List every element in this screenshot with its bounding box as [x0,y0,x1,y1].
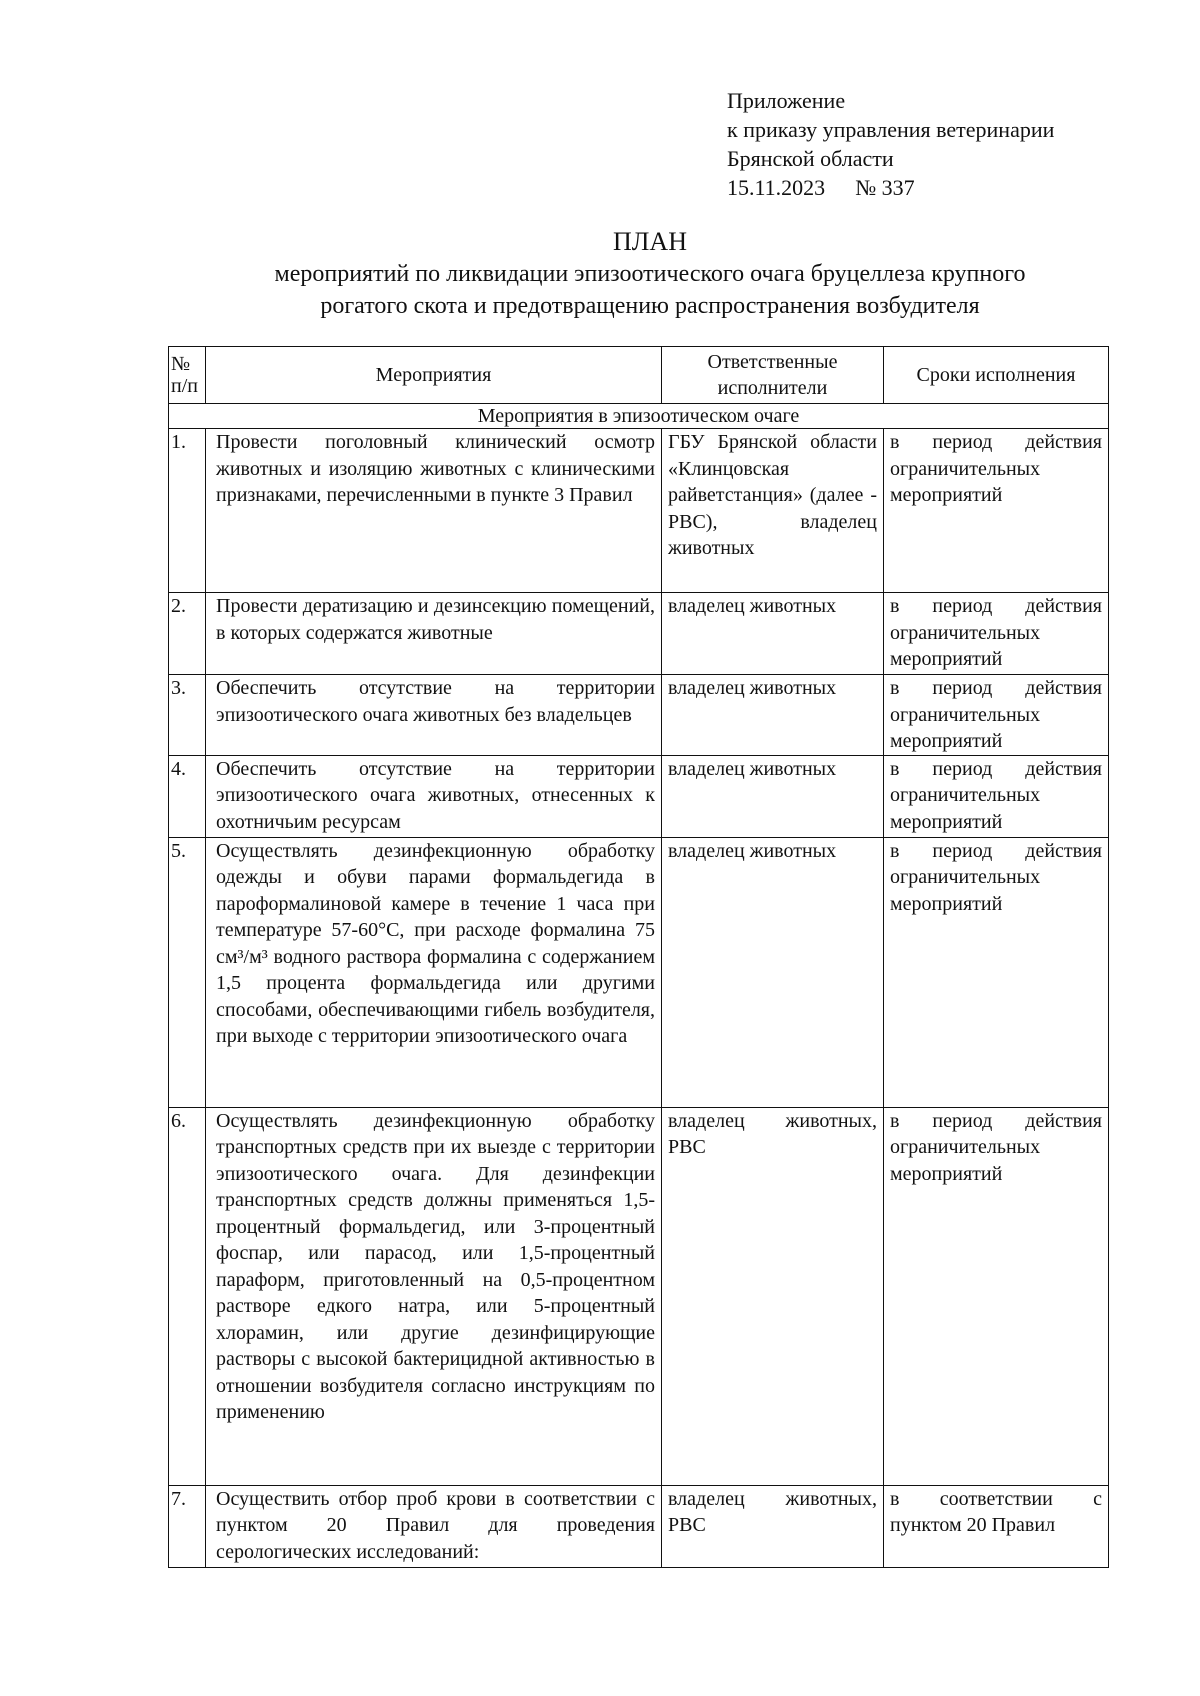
row-terms: в период действия ограничительных мероприятий [884,837,1109,1107]
subtitle-line-1: мероприятий по ликвидации эпизоотического очага бруцеллеза крупного [274,261,1026,287]
row-num: 6. [169,1107,206,1485]
section-title: Мероприятия в эпизоотическом очаге [169,404,1109,429]
table-row [169,755,1109,837]
row-executors: владелец животных [662,593,884,675]
header-terms: Сроки исполнения [884,347,1109,404]
row-num: 3. [169,675,206,756]
row-executors: ГБУ Брянской области «Клинцовская райветстанция» (далее - РВС), владелец животных [662,429,884,593]
order-number: № 337 [855,175,915,200]
table-row [169,675,1109,756]
header-action: Мероприятия [206,347,662,404]
appendix-date-number [727,173,1054,202]
row-action: Провести поголовный клинический осмотр животных и изоляцию животных с клиническими признаками, перечисленными в пункте 3 Правил [206,429,662,593]
row-action: Провести дератизацию и дезинсекцию помещений, в которых содержатся животные [206,593,662,675]
table-row [169,429,1109,593]
row-action: Обеспечить отсутствие на территории эпизоотического очага животных, отнесенных к охотничьим ресурсам [206,755,662,837]
appendix-block [727,86,1054,202]
appendix-label: Приложение [727,88,846,113]
row-action: Обеспечить отсутствие на территории эпизоотического очага животных без владельцев [206,675,662,756]
table-row [169,1485,1109,1567]
table-row [169,837,1109,1107]
row-executors: владелец животных [662,675,884,756]
row-num: 2. [169,593,206,675]
document-subtitle [120,258,1180,322]
row-num: 7. [169,1485,206,1567]
row-terms: в период действия ограничительных мероприятий [884,1107,1109,1485]
row-action: Осуществлять дезинфекционную обработку транспортных средств при их выезде с территории эпизоотического очага. Для дезинфекции транспортных средств должны применяться 1,5-процентный формальдегид, или 3-процентный фоспар, или парасод, или 1,5-процентный параформ, приготовленный на 0,5-процентном растворе едкого натра, или 5-процентный хлорамин, или другие дезинфицирующие растворы с высокой бактерицидной активностью в отношении возбудителя согласно инструкциям по применению [206,1107,662,1485]
row-executors: владелец животных, РВС [662,1485,884,1567]
table-row [169,593,1109,675]
header-num: № п/п [169,347,206,404]
row-executors: владелец животных, РВС [662,1107,884,1485]
row-terms: в соответствии с пунктом 20 Правил [884,1485,1109,1567]
section-row [169,404,1109,429]
appendix-order-ref: к приказу управления ветеринарии [727,117,1055,142]
table-row [169,1107,1109,1485]
row-terms: в период действия ограничительных мероприятий [884,593,1109,675]
row-terms: в период действия ограничительных мероприятий [884,675,1109,756]
plan-table [168,346,1109,1568]
row-num: 1. [169,429,206,593]
subtitle-line-2: рогатого скота и предотвращению распространения возбудителя [320,293,980,319]
row-terms: в период действия ограничительных мероприятий [884,429,1109,593]
header-executors: Ответственные исполнители [662,347,884,404]
table-header-row [169,347,1109,404]
appendix-region: Брянской области [727,146,894,171]
row-terms: в период действия ограничительных мероприятий [884,755,1109,837]
row-executors: владелец животных [662,755,884,837]
row-executors: владелец животных [662,837,884,1107]
row-num: 5. [169,837,206,1107]
order-date: 15.11.2023 [727,175,826,200]
row-action: Осуществить отбор проб крови в соответствии с пунктом 20 Правил для проведения серологических исследований: [206,1485,662,1567]
document-title: ПЛАН [613,227,687,256]
row-num: 4. [169,755,206,837]
row-action: Осуществлять дезинфекционную обработку одежды и обуви парами формальдегида в пароформалиновой камере в течение 1 часа при температуре 57-60°С, при расходе формалина 75 см³/м³ водного раствора формалина с содержанием 1,5 процента формальдегида или другими способами, обеспечивающими гибель возбудителя, при выходе с территории эпизоотического очага [206,837,662,1107]
